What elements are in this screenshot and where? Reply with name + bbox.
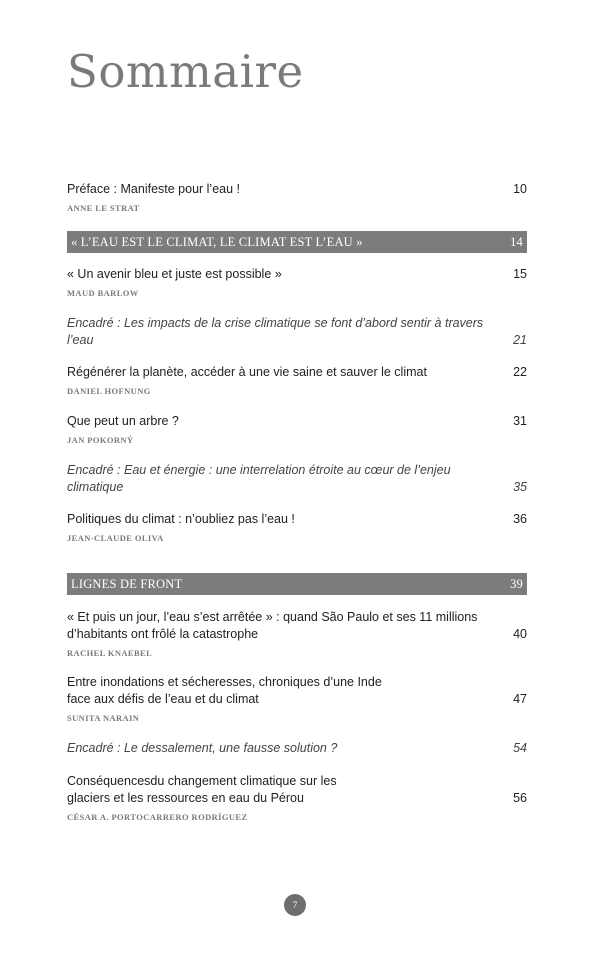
page-title: Sommaire <box>67 45 304 98</box>
entry-title: Préface : Manifeste pour l’eau ! <box>67 182 241 196</box>
section-header[interactable] <box>67 231 527 253</box>
section-page: 39 <box>510 576 523 591</box>
entry-author: DANIEL HOFNUNG <box>67 386 151 396</box>
entry-title: « Un avenir bleu et juste est possible » <box>67 267 282 281</box>
entry-page: 21 <box>513 333 527 347</box>
entry-title: « Et puis un jour, l’eau s’est arrêtée » : quand São Paulo et ses 11 millions d’habitants ont frôlé la catastrophe <box>67 610 478 641</box>
entry-page: 22 <box>513 365 527 379</box>
entry-title: Politiques du climat : n’oubliez pas l’eau ! <box>67 512 295 526</box>
entry-author: JEAN-CLAUDE OLIVA <box>67 533 164 543</box>
entry-title: Entre inondations et sécheresses, chroniques d’une Inde face aux défis de l’eau et du climat <box>67 675 382 706</box>
section-header[interactable] <box>67 573 527 595</box>
toc-entry[interactable] <box>67 609 527 658</box>
entry-page: 54 <box>513 741 527 755</box>
toc-entry[interactable] <box>67 413 527 445</box>
entry-page: 15 <box>513 267 527 281</box>
toc-entry[interactable] <box>67 511 527 543</box>
toc-entry[interactable] <box>67 462 527 496</box>
entry-page: 10 <box>513 182 527 196</box>
entry-title: Régénérer la planète, accéder à une vie saine et sauver le climat <box>67 365 427 379</box>
toc-entry[interactable] <box>67 266 527 298</box>
entry-page: 56 <box>513 791 527 805</box>
entry-author: CÉSAR A. PORTOCARRERO RODRÍGUEZ <box>67 812 248 822</box>
entry-title: Encadré : Eau et énergie : une interrelation étroite au cœur de l’enjeu climatique <box>67 463 451 494</box>
toc-entry[interactable] <box>67 773 527 822</box>
entry-title: Encadré : Le dessalement, une fausse solution ? <box>67 741 338 755</box>
page-number-badge: 7 <box>284 894 306 916</box>
entry-author: ANNE LE STRAT <box>67 203 140 213</box>
toc-entry[interactable] <box>67 740 527 757</box>
toc-entry[interactable] <box>67 674 527 723</box>
entry-author: SUNITA NARAIN <box>67 713 140 723</box>
section-title: LIGNES DE FRONT <box>71 576 183 591</box>
section-title: « L’EAU EST LE CLIMAT, LE CLIMAT EST L’EAU » <box>71 234 363 249</box>
entry-author: MAUD BARLOW <box>67 288 139 298</box>
entry-author: RACHEL KNAEBEL <box>67 648 153 658</box>
entry-page: 36 <box>513 512 527 526</box>
entry-page: 31 <box>513 414 527 428</box>
entry-page: 40 <box>513 627 527 641</box>
entry-page: 47 <box>513 692 527 706</box>
section-page: 14 <box>510 234 523 249</box>
entry-title: Que peut un arbre ? <box>67 414 179 428</box>
toc-entry[interactable] <box>67 364 527 396</box>
entry-page: 35 <box>513 480 527 494</box>
entry-author: JAN POKORNÝ <box>67 435 134 445</box>
entry-title: Conséquencesdu changement climatique sur les glaciers et les ressources en eau du Pérou <box>67 774 337 805</box>
entry-title: Encadré : Les impacts de la crise climatique se font d’abord sentir à travers l’eau <box>67 316 484 347</box>
toc-entry[interactable] <box>67 315 527 349</box>
toc-entry[interactable] <box>67 181 527 213</box>
